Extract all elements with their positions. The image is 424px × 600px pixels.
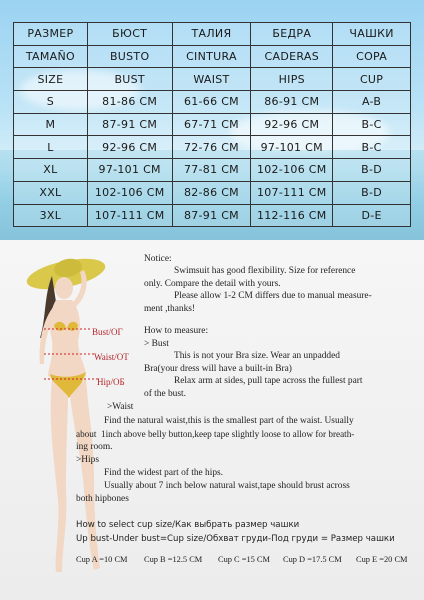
table-row bbox=[14, 114, 411, 137]
bust-text: Bra(your dress will have a built-in Bra) bbox=[144, 364, 292, 374]
table-cell: B-C bbox=[333, 136, 411, 159]
notice-line: Please allow 1-2 CM differs due to manual measure- bbox=[174, 291, 372, 301]
table-row bbox=[14, 91, 411, 114]
table-cell: 67-71 CM bbox=[173, 114, 252, 137]
bust-text: of the bust. bbox=[144, 389, 186, 399]
table-cell: XL bbox=[14, 159, 88, 182]
table-cell: CINTURA bbox=[173, 46, 252, 69]
table-cell: 87-91 CM bbox=[88, 114, 173, 137]
bust-heading: > Bust bbox=[144, 339, 169, 349]
size-chart-panel bbox=[0, 0, 424, 240]
hips-text: both hipbones bbox=[76, 494, 129, 504]
table-cell: COPA bbox=[333, 46, 411, 69]
table-cell: CUP bbox=[333, 68, 411, 91]
hips-text: Usually about 7 inch below natural waist,tape should brust across bbox=[104, 481, 350, 491]
bust-text: This is not your Bra size. Wear an unpadded bbox=[174, 351, 340, 361]
table-cell: 107-111 CM bbox=[88, 205, 173, 228]
waist-text: ing room. bbox=[76, 442, 113, 452]
table-row bbox=[14, 205, 411, 228]
bust-text: Relax arm at sides, pull tape across the fullest part bbox=[174, 376, 363, 386]
table-cell: 92-96 CM bbox=[88, 136, 173, 159]
table-cell: ЧАШКИ bbox=[333, 23, 411, 46]
table-cell: B-C bbox=[333, 114, 411, 137]
cup-e: Cup E =20 CM bbox=[356, 555, 408, 564]
table-cell: B-D bbox=[333, 182, 411, 205]
table-cell: L bbox=[14, 136, 88, 159]
table-cell: 92-96 CM bbox=[251, 114, 333, 137]
table-cell: 107-111 CM bbox=[251, 182, 333, 205]
table-cell: 112-116 CM bbox=[251, 205, 333, 228]
table-cell: 97-101 CM bbox=[88, 159, 173, 182]
table-cell: SIZE bbox=[14, 68, 88, 91]
table-cell: БЕДРА bbox=[251, 23, 333, 46]
cup-title: How to select cup size/Как выбрать размер чашки bbox=[76, 520, 300, 530]
cup-c: Cup C =15 CM bbox=[218, 555, 270, 564]
cup-b: Cup B =12.5 CM bbox=[144, 555, 203, 564]
table-cell: WAIST bbox=[173, 68, 252, 91]
table-cell: B-D bbox=[333, 159, 411, 182]
table-header-row bbox=[14, 23, 411, 46]
table-cell: S bbox=[14, 91, 88, 114]
waist-heading: >Waist bbox=[107, 402, 134, 412]
hip-label: Hip/ОБ bbox=[97, 377, 125, 387]
table-cell: 72-76 CM bbox=[173, 136, 252, 159]
cup-formula: Up bust-Under bust=Cup size/Обхват груди-Под груди = Размер чашки bbox=[76, 534, 395, 544]
table-cell: 82-86 CM bbox=[173, 182, 252, 205]
table-cell: ТАЛИЯ bbox=[173, 23, 252, 46]
table-cell: BUSTO bbox=[88, 46, 173, 69]
table-row bbox=[14, 136, 411, 159]
waist-text: about 1inch above belly button,keep tape slightly loose to allow for breath- bbox=[76, 429, 355, 439]
table-cell: HIPS bbox=[251, 68, 333, 91]
cup-d: Cup D =17.5 CM bbox=[283, 555, 342, 564]
table-cell: 3XL bbox=[14, 205, 88, 228]
hips-text: Find the widest part of the hips. bbox=[104, 468, 223, 478]
table-cell: РАЗМЕР bbox=[14, 23, 88, 46]
table-cell: 87-91 CM bbox=[173, 205, 252, 228]
howto-title: How to measure: bbox=[144, 326, 209, 336]
bust-label: Bust/ОГ bbox=[92, 327, 123, 337]
table-cell: XXL bbox=[14, 182, 88, 205]
table-cell: BUST bbox=[88, 68, 173, 91]
table-cell: 97-101 CM bbox=[251, 136, 333, 159]
table-cell: 102-106 CM bbox=[88, 182, 173, 205]
table-cell: БЮСТ bbox=[88, 23, 173, 46]
table-cell: A-B bbox=[333, 91, 411, 114]
size-table bbox=[13, 22, 411, 227]
table-cell: 61-66 CM bbox=[173, 91, 252, 114]
table-cell: TAMAÑO bbox=[14, 46, 88, 69]
cup-a: Cup A =10 CM bbox=[76, 555, 128, 564]
notice-title: Notice: bbox=[144, 254, 172, 264]
notice-line: ment ,thanks! bbox=[144, 304, 196, 314]
table-cell: CADERAS bbox=[251, 46, 333, 69]
table-row bbox=[14, 182, 411, 205]
waist-label: Waist/ОТ bbox=[94, 352, 129, 362]
notice-line: only. Compare the detail with yours. bbox=[144, 279, 281, 289]
hips-heading: >Hips bbox=[76, 455, 99, 465]
table-cell: 81-86 CM bbox=[88, 91, 173, 114]
table-cell: M bbox=[14, 114, 88, 137]
waist-text: Find the natural waist,this is the smallest part of the waist. Usually bbox=[104, 416, 354, 426]
notice-line: Swimsuit has good flexibility. Size for reference bbox=[174, 266, 356, 276]
table-row bbox=[14, 159, 411, 182]
table-cell: 102-106 CM bbox=[251, 159, 333, 182]
table-header-row bbox=[14, 46, 411, 69]
table-cell: 77-81 CM bbox=[173, 159, 252, 182]
table-cell: D-E bbox=[333, 205, 411, 228]
table-cell: 86-91 CM bbox=[251, 91, 333, 114]
table-header-row bbox=[14, 68, 411, 91]
